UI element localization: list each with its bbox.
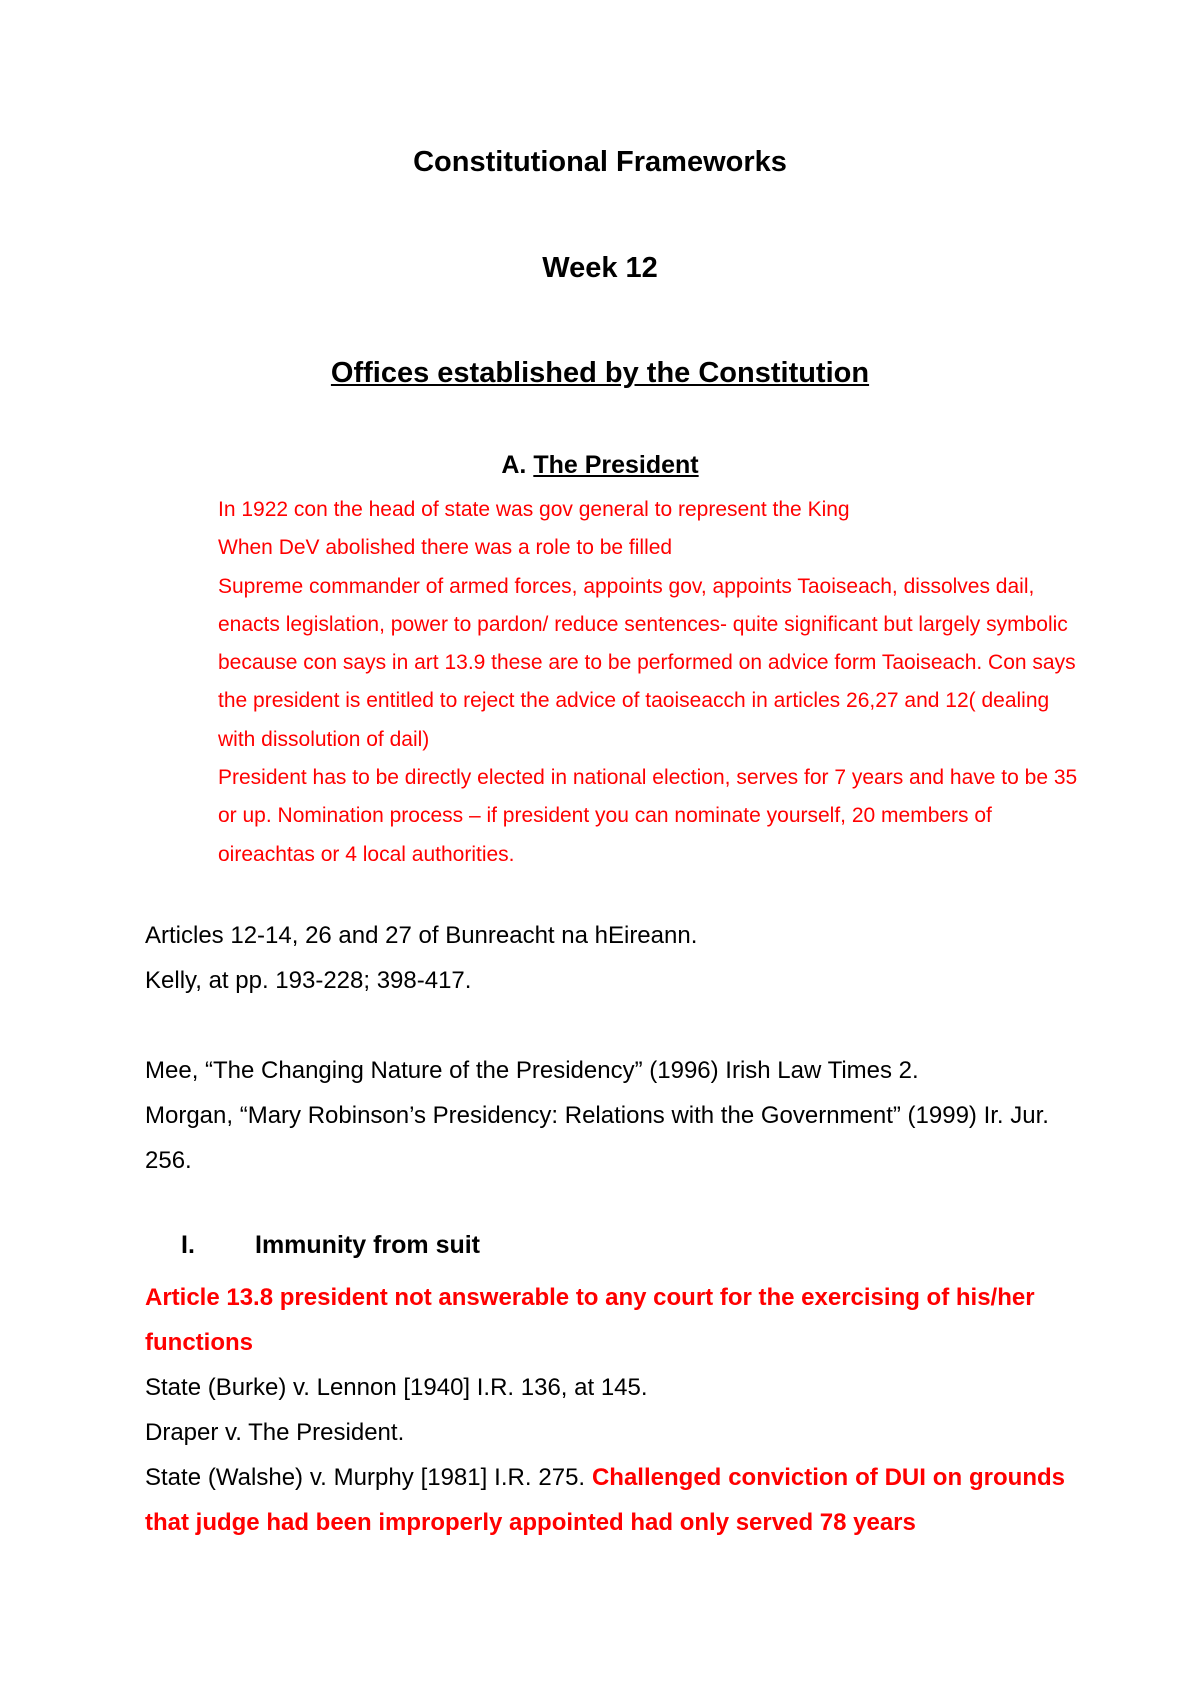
immunity-section [145,1275,1065,1545]
document-title: Constitutional Frameworks [413,146,787,178]
subsection-heading [0,451,1200,480]
heading-text: Immunity from suit [255,1231,481,1259]
note-paragraph: When DeV abolished there was a role to be filled [218,536,673,560]
spacer [145,1003,1065,1048]
reference-item: Articles 12-14, 26 and 27 of Bunreacht na hEireann. [145,922,698,949]
walshe-paragraph [145,1455,1065,1545]
section-heading: Offices established by the Constitution [330,357,870,389]
heading-numeral: I. [181,1231,195,1259]
week-heading: Week 12 [542,252,658,284]
case-annotation: Challenged conviction of DUI on grounds that judge had been improperly appointed had only served 78 years [145,1464,1065,1536]
reference-item: Kelly, at pp. 193-228; 398-417. [145,967,472,994]
note-paragraph: Supreme commander of armed forces, appoints gov, appoints Taoiseach, dissolves dail, enacts legislation, power to pardon/ reduce sentences- quite significant but largely symbolic because con says in art 13.9 these are to be performed on advice form Taoiseach. Con says the president is entitled to reject the advice of taoiseacch in articles 26,27 and 12( dealing with dissolution of dail) [218,574,1076,751]
case-citation: State (Burke) v. Lennon [1940] I.R. 136, at 145. [145,1374,648,1401]
reading-list [145,913,1065,1183]
immunity-heading [181,1231,480,1260]
reference-item: Morgan, “Mary Robinson’s Presidency: Relations with the Government” (1999) Ir. Jur. 256. [145,1102,1049,1174]
president-notes [218,491,1078,874]
case-citation: Draper v. The President. [145,1419,405,1446]
reference-item: Mee, “The Changing Nature of the Presidency” (1996) Irish Law Times 2. [145,1057,919,1084]
note-paragraph: President has to be directly elected in national election, serves for 7 years and have to be 35 or up. Nomination process – if president you can nominate yourself, 20 members of oireachtas or 4 local authorities. [218,766,1078,866]
subsection-title: The President [533,451,699,479]
case-citation: State (Walshe) v. Murphy [1981] I.R. 275. [145,1464,586,1491]
subsection-letter: A. [501,451,527,479]
note-paragraph: In 1922 con the head of state was gov general to represent the King [218,498,850,521]
immunity-note: Article 13.8 president not answerable to any court for the exercising of his/her functions [145,1284,1035,1356]
